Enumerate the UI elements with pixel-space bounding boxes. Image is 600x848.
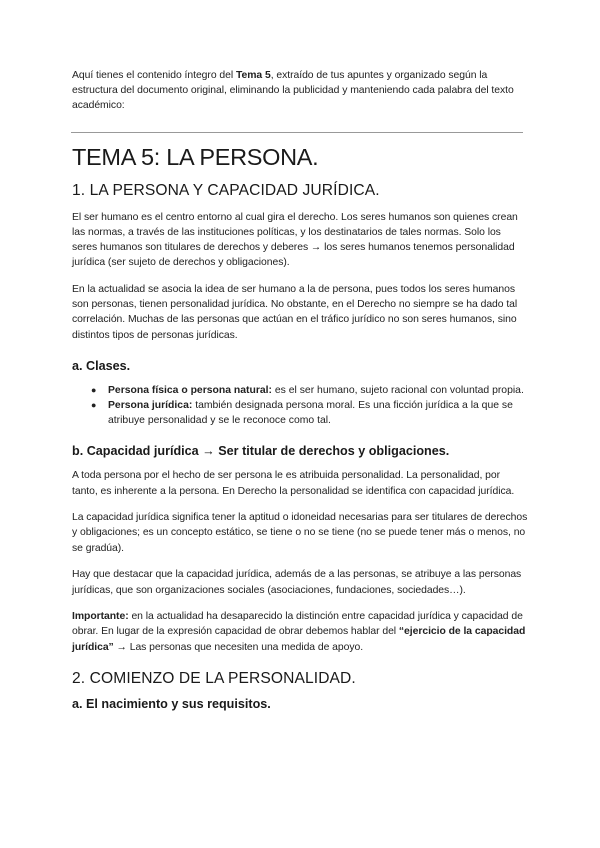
important-bold-phrase: “ejercicio de la capacidad jurídica” — [72, 626, 526, 653]
horizontal-divider — [71, 132, 523, 133]
subsection-clases-heading: a. Clases. — [72, 358, 131, 373]
clases-list — [72, 383, 528, 429]
important-text-end: → Las personas que necesiten una medida de apoyo. — [113, 641, 364, 653]
intro-bold-topic: Tema 5 — [235, 70, 271, 81]
important-label: Importante: — [72, 611, 129, 623]
subsection-nacimiento-heading: a. El nacimiento y sus requisitos. — [72, 696, 271, 711]
section-1-paragraph-1: El ser humano es el centro entorno al cual gira el derecho. Los seres humanos son quienes crean las normas, a través de las instituciones políticas, y los destinatarios de tales normas. Solo los seres humanos son titulares de derechos y deberes → los seres humanos tenemos personalidad jurídica (ser sujeto de derechos y obligaciones). — [72, 211, 518, 269]
list-item-text: también designada persona moral. Es una ficción jurídica a la que se atribuye personalidad y se le reconoce como tal. — [108, 399, 513, 427]
document-content — [72, 68, 528, 721]
important-note — [72, 609, 528, 655]
document-title: TEMA 5: LA PERSONA. — [72, 143, 319, 170]
section-1-paragraph-2: En la actualidad se asocia la idea de ser humano a la de persona, pues todos los seres humanos son personas, tienen personalidad jurídica. No obstante, en el Derecho no siempre se ha dado tal correlación. Muchas de las personas que actúan en el tráfico jurídico no son seres humanos, sino distintos tipos de personas jurídicas. — [72, 283, 518, 341]
subsection-capacidad-heading: b. Capacidad jurídica → Ser titular de derechos y obligaciones. — [72, 444, 450, 459]
list-item-term: Persona física o persona natural: — [108, 384, 272, 396]
capacidad-paragraph-1: A toda persona por el hecho de ser persona le es atribuida personalidad. La personalidad, por tanto, es inherente a la persona. En Derecho la personalidad se identifica con capacidad jurídica. — [72, 470, 515, 497]
list-item-term: Persona jurídica: — [108, 399, 193, 411]
list-item — [91, 398, 528, 428]
bullet-icon: ● — [91, 399, 97, 410]
section-1-heading: 1. LA PERSONA Y CAPACIDAD JURÍDICA. — [72, 181, 380, 199]
intro-text-end: , extraído de tus apuntes y organizado según la estructura del documento original, eliminando la publicidad y manteniendo cada palabra del texto académico: — [72, 70, 514, 112]
important-text: en la actualidad ha desaparecido la distinción entre capacidad jurídica y capacidad de obrar. En lugar de la expresión capacidad de obrar debemos hablar del — [72, 611, 523, 638]
capacidad-paragraph-3: Hay que destacar que la capacidad jurídica, además de a las personas, se atribuye a las personas jurídicas, que son organizaciones sociales (asociaciones, fundaciones, sociedades…). — [72, 569, 522, 596]
list-item — [91, 383, 528, 398]
bullet-icon: ● — [91, 384, 97, 395]
section-2-heading: 2. COMIENZO DE LA PERSONALIDAD. — [72, 669, 356, 687]
intro-text-start: Aquí tienes el contenido íntegro del — [72, 70, 236, 81]
capacidad-paragraph-2: La capacidad jurídica significa tener la aptitud o idoneidad necesarias para ser titulares de derechos y obligaciones; es un concepto estático, se tiene o no se tiene (no se puede tener más o menos, no se gradúa). — [72, 512, 528, 554]
list-item-text: es el ser humano, sujeto racional con voluntad propia. — [272, 384, 524, 396]
intro-paragraph — [72, 68, 528, 114]
